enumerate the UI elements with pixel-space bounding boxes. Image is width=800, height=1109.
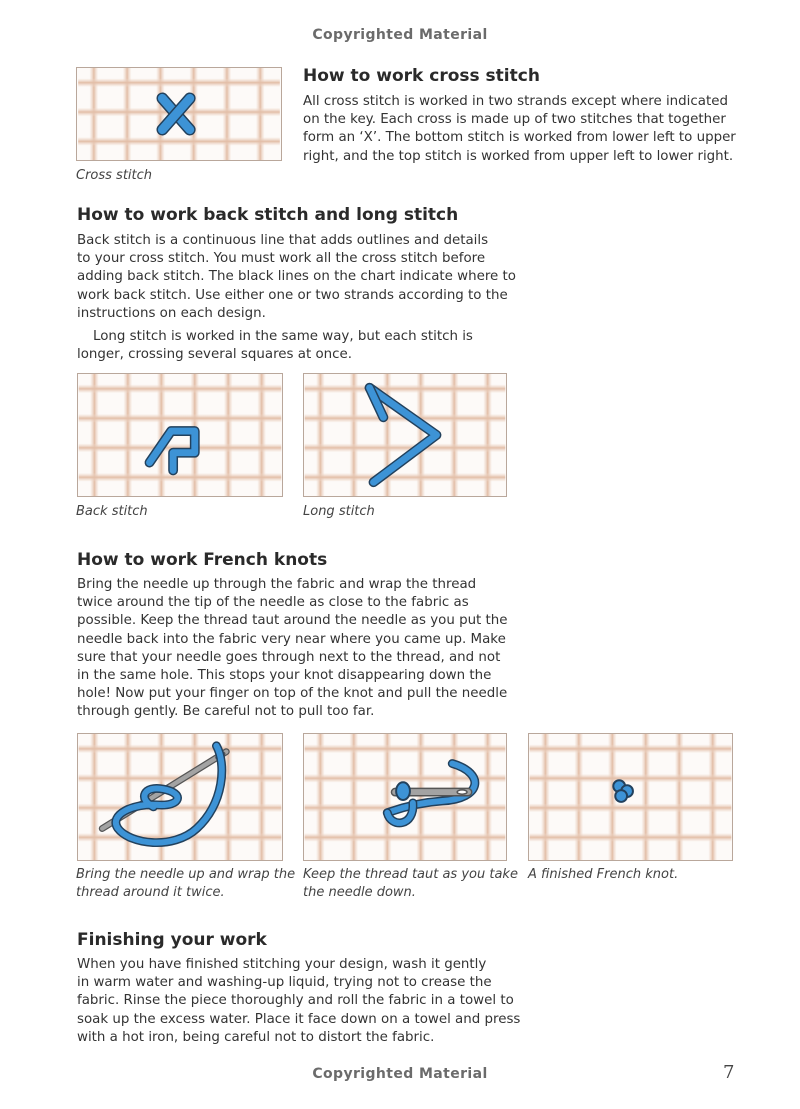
french-knot-caption-1 bbox=[76, 866, 295, 902]
text-line: All cross stitch is worked in two strands except where indicated bbox=[303, 94, 728, 109]
finishing-heading: Finishing your work bbox=[77, 930, 267, 950]
text-line: adding back stitch. The black lines on the chart indicate where to bbox=[77, 269, 516, 285]
long-stitch-paragraph bbox=[77, 328, 517, 364]
text-line: through gently. Be careful not to pull too far. bbox=[77, 704, 375, 720]
caption-line: Bring the needle up and wrap the bbox=[76, 867, 296, 882]
text-line: hole! Now put your finger on top of the knot and pull the needle bbox=[77, 686, 508, 702]
text-line: Long stitch is worked in the same way, but each stitch is bbox=[93, 329, 473, 344]
french-knot-step2-illustration bbox=[303, 733, 507, 861]
caption-line: Keep the thread taut as you take bbox=[303, 867, 518, 882]
text-line: right, and the top stitch is worked from upper left to lower right. bbox=[303, 148, 734, 164]
back-stitch-illustration bbox=[77, 373, 283, 497]
text-line: on the key. Each cross is made up of two stitches that together bbox=[303, 112, 726, 128]
text-line: in the same hole. This stops your knot disappearing down the bbox=[77, 668, 492, 684]
footer-copyright: Copyrighted Material bbox=[312, 1066, 488, 1082]
caption-line: the needle down. bbox=[303, 885, 416, 900]
text-line: needle back into the fabric very near where you came up. Make bbox=[77, 631, 506, 647]
text-line: soak up the excess water. Place it face down on a towel and press bbox=[77, 1011, 521, 1027]
text-line: twice around the tip of the needle as close to the fabric as bbox=[77, 595, 469, 611]
text-line: form an ‘X’. The bottom stitch is worked from lower left to upper bbox=[303, 130, 736, 146]
back-stitch-heading: How to work back stitch and long stitch bbox=[77, 205, 459, 225]
back-stitch-paragraph bbox=[77, 232, 517, 323]
cross-stitch-paragraph bbox=[303, 93, 743, 166]
text-line: sure that your needle goes through next to the thread, and not bbox=[77, 649, 501, 665]
back-stitch-caption: Back stitch bbox=[76, 504, 148, 519]
french-knot-caption-2 bbox=[303, 866, 518, 902]
french-knot-step1-illustration bbox=[77, 733, 283, 861]
finishing-paragraph bbox=[77, 956, 537, 1047]
text-line: to your cross stitch. You must work all the cross stitch before bbox=[77, 251, 486, 267]
cross-stitch-heading: How to work cross stitch bbox=[303, 66, 540, 86]
text-line: with a hot iron, being careful not to distort the fabric. bbox=[77, 1029, 435, 1045]
caption-line: A finished French knot. bbox=[528, 867, 679, 882]
caption-line: thread around it twice. bbox=[76, 885, 225, 900]
long-stitch-caption: Long stitch bbox=[303, 504, 375, 519]
text-line: instructions on each design. bbox=[77, 305, 266, 321]
text-line: Back stitch is a continuous line that adds outlines and details bbox=[77, 233, 489, 248]
text-line: in warm water and washing-up liquid, trying not to crease the bbox=[77, 975, 492, 991]
text-line: possible. Keep the thread taut around the needle as you put the bbox=[77, 613, 508, 629]
french-knot-step3-illustration bbox=[528, 733, 733, 861]
text-line: longer, crossing several squares at once. bbox=[77, 347, 353, 363]
cross-stitch-caption: Cross stitch bbox=[76, 168, 153, 183]
text-line: Bring the needle up through the fabric and wrap the thread bbox=[77, 577, 477, 592]
french-knots-heading: How to work French knots bbox=[77, 550, 328, 570]
french-knot-caption-3 bbox=[528, 866, 678, 884]
text-line: work back stitch. Use either one or two strands according to the bbox=[77, 287, 508, 303]
header-copyright: Copyrighted Material bbox=[312, 27, 488, 43]
long-stitch-illustration bbox=[303, 373, 507, 497]
page-number: 7 bbox=[723, 1062, 735, 1083]
text-line: fabric. Rinse the piece thoroughly and roll the fabric in a towel to bbox=[77, 993, 514, 1009]
french-knots-paragraph bbox=[77, 576, 517, 722]
text-line: When you have finished stitching your design, wash it gently bbox=[77, 957, 487, 972]
cross-stitch-illustration bbox=[76, 67, 282, 161]
